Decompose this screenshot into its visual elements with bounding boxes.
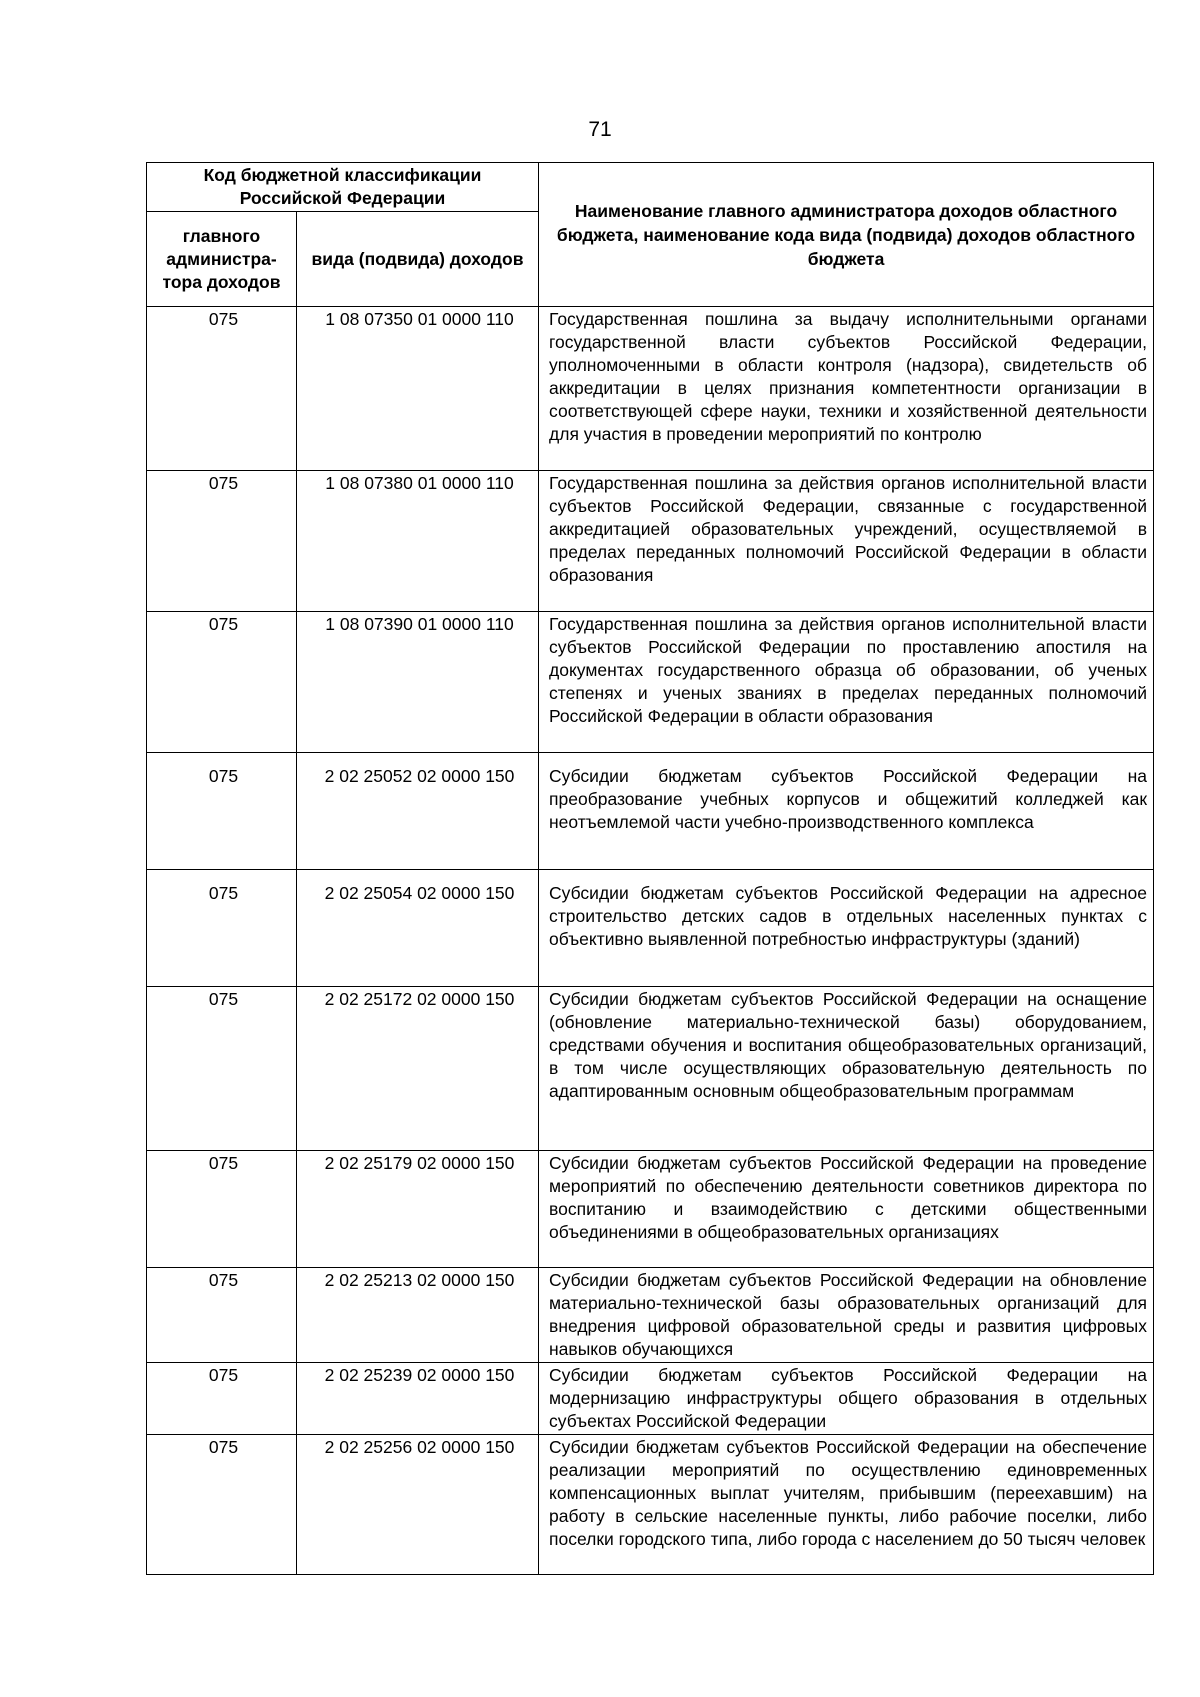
income-description-cell: Субсидии бюджетам субъектов Российской Федерации на обеспечение реализации мероприятий по осуществлению единовременных компенсационных выплат учителям, прибывшим (переехавшим) на работу в сельские населенные пункты, либо рабочие поселки, либо поселки городского типа, либо города с населением до 50 тысяч человек: [539, 1435, 1154, 1575]
income-description-cell: Государственная пошлина за действия органов исполнительной власти субъектов Российской Федерации по проставлению апостиля на документах государственного образца об образовании, об ученых степенях и ученых званиях в пределах переданных полномочий Российской Федерации в области образования: [539, 612, 1154, 753]
table-row: [147, 471, 1154, 612]
table-row: [147, 753, 1154, 870]
income-description-cell: Субсидии бюджетам субъектов Российской Федерации на оснащение (обновление материально-технической базы) оборудованием, средствами обучения и воспитания общеобразовательных организаций, в том числе осуществляющих образовательную деятельность по адаптированным основным общеобразовательным программам: [539, 987, 1154, 1151]
income-code-cell: 2 02 25054 02 0000 150: [297, 870, 539, 987]
table-row: [147, 1151, 1154, 1268]
header-chief-administrator: главного администра-тора доходов: [147, 212, 297, 307]
table-row: [147, 612, 1154, 753]
header-budget-classification-code: Код бюджетной классификации Российской Федерации: [147, 163, 539, 212]
income-description-cell: Субсидии бюджетам субъектов Российской Федерации на обновление материально-технической базы образовательных организаций для внедрения цифровой образовательной среды и развития цифровых навыков обучающихся: [539, 1268, 1154, 1363]
table-row: [147, 1435, 1154, 1575]
income-description-cell: Субсидии бюджетам субъектов Российской Федерации на проведение мероприятий по обеспечению деятельности советников директора по воспитанию и взаимодействию с детскими общественными объединениями в общеобразовательных организациях: [539, 1151, 1154, 1268]
header-income-type-code: вида (подвида) доходов: [297, 212, 539, 307]
administrator-code-cell: 075: [147, 987, 297, 1151]
income-code-cell: 2 02 25172 02 0000 150: [297, 987, 539, 1151]
income-description-cell: Субсидии бюджетам субъектов Российской Федерации на адресное строительство детских садов в отдельных населенных пунктах с объективно выявленной потребностью инфраструктуры (зданий): [539, 870, 1154, 987]
income-code-cell: 1 08 07380 01 0000 110: [297, 471, 539, 612]
income-code-cell: 2 02 25256 02 0000 150: [297, 1435, 539, 1575]
income-code-cell: 2 02 25213 02 0000 150: [297, 1268, 539, 1363]
table-row: [147, 1268, 1154, 1363]
header-administrator-name: Наименование главного администратора доходов областного бюджета, наименование кода вида (подвида) доходов областного бюджета: [539, 163, 1154, 307]
income-code-cell: 2 02 25239 02 0000 150: [297, 1363, 539, 1435]
table-row: [147, 1363, 1154, 1435]
income-code-cell: 2 02 25052 02 0000 150: [297, 753, 539, 870]
income-code-cell: 1 08 07390 01 0000 110: [297, 612, 539, 753]
administrator-code-cell: 075: [147, 1268, 297, 1363]
administrator-code-cell: 075: [147, 1151, 297, 1268]
income-description-cell: Государственная пошлина за выдачу исполнительными органами государственной власти субъектов Российской Федерации, уполномоченными в области контроля (надзора), свидетельств об аккредитации в целях признания компетентности организации в соответствующей сфере науки, техники и хозяйственной деятельности для участия в проведении мероприятий по контролю: [539, 307, 1154, 471]
income-description-cell: Субсидии бюджетам субъектов Российской Федерации на модернизацию инфраструктуры общего образования в отдельных субъектах Российской Федерации: [539, 1363, 1154, 1435]
table-body: [147, 307, 1154, 1575]
administrator-code-cell: 075: [147, 870, 297, 987]
administrator-code-cell: 075: [147, 753, 297, 870]
administrator-code-cell: 075: [147, 612, 297, 753]
page-number: 71: [588, 118, 612, 141]
administrator-code-cell: 075: [147, 1363, 297, 1435]
income-description-cell: Субсидии бюджетам субъектов Российской Федерации на преобразование учебных корпусов и общежитий колледжей как неотъемлемой части учебно-производственного комплекса: [539, 753, 1154, 870]
administrator-code-cell: 075: [147, 471, 297, 612]
income-description-cell: Государственная пошлина за действия органов исполнительной власти субъектов Российской Федерации, связанные с государственной аккредитацией образовательных учреждений, осуществляемой в пределах переданных полномочий Российской Федерации в области образования: [539, 471, 1154, 612]
income-code-cell: 1 08 07350 01 0000 110: [297, 307, 539, 471]
table-row: [147, 870, 1154, 987]
income-codes-table: [146, 162, 1154, 1575]
income-code-cell: 2 02 25179 02 0000 150: [297, 1151, 539, 1268]
table-row: [147, 987, 1154, 1151]
table-row: [147, 307, 1154, 471]
administrator-code-cell: 075: [147, 307, 297, 471]
administrator-code-cell: 075: [147, 1435, 297, 1575]
